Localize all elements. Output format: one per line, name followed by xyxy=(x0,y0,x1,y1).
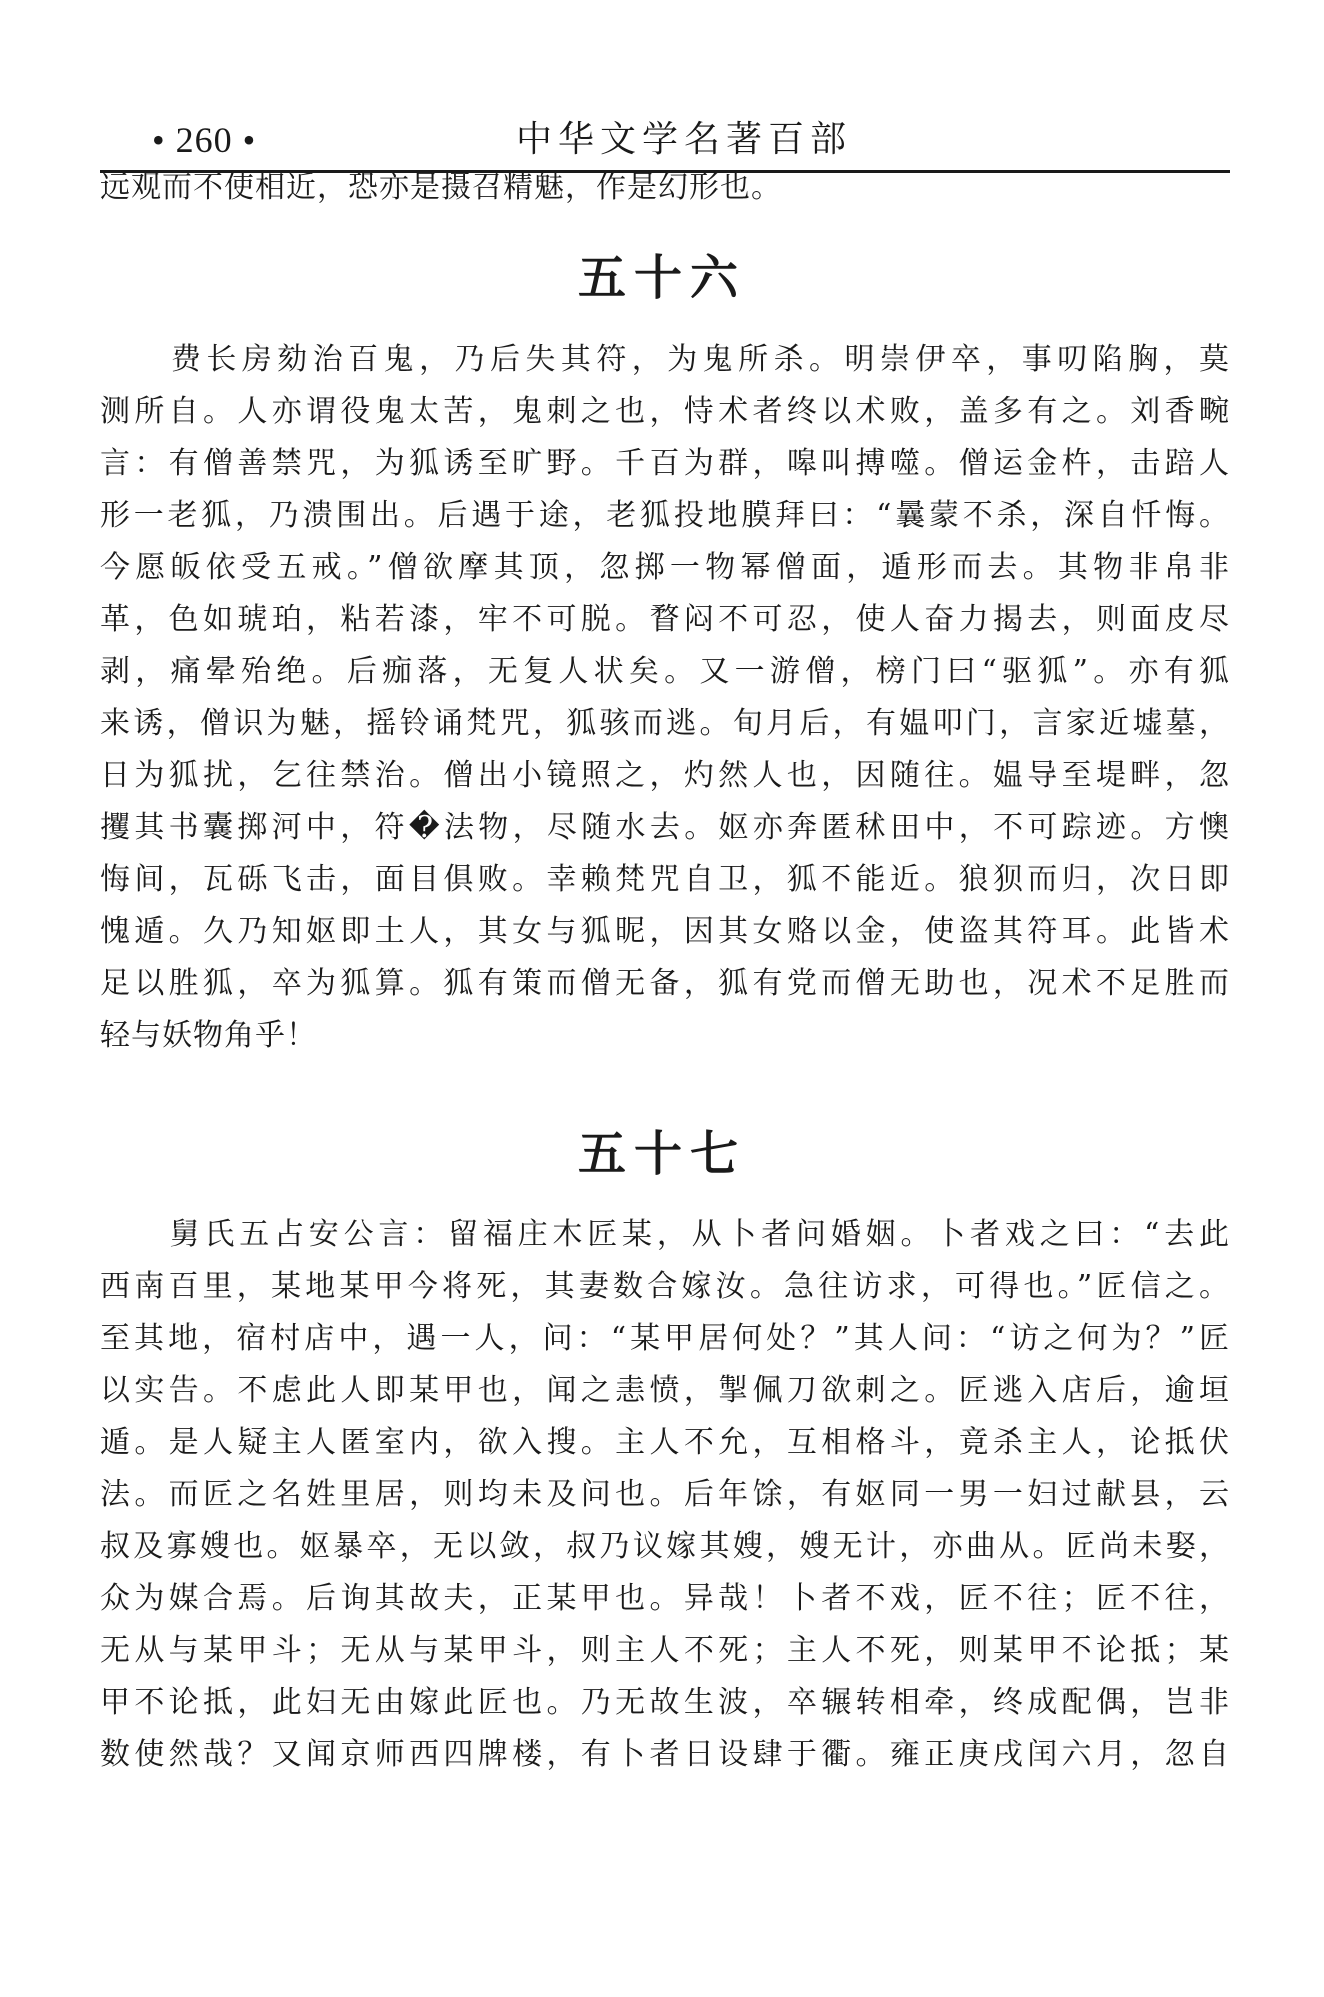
text-line: 攫其书囊掷河中，符�法物，尽随水去。妪亦奔匿秫田中，不可踪迹。方懊 xyxy=(100,810,1230,845)
continuation-paragraph xyxy=(100,162,1230,214)
section-56-paragraph xyxy=(100,334,1230,1062)
section-title: 五十七 xyxy=(577,1126,746,1182)
text-line: 今愿皈依受五戒。”僧欲摩其顶，忽掷一物幂僧面，遁形而去。其物非帛非 xyxy=(100,550,1230,585)
text-line: 革，色如琥珀，粘若漆，牢不可脱。瞀闷不可忍，使人奋力揭去，则面皮尽 xyxy=(100,602,1230,637)
text-line: 以实告。不虑此人即某甲也，闻之恚愤，掣佩刀欲刺之。匠逃入店后，逾垣 xyxy=(100,1373,1230,1408)
text-line: 剥，痛晕殆绝。后痂落，无复人状矣。又一游僧，榜门曰“驱狐”。亦有狐 xyxy=(100,654,1230,689)
section-title: 五十六 xyxy=(577,250,746,306)
text-line: 轻与妖物角乎！ xyxy=(100,1018,317,1053)
text-line: 形一老狐，乃溃围出。后遇于途，老狐投地膜拜曰：“曩蒙不杀，深自忏悔。 xyxy=(100,498,1230,533)
text-line: 舅氏五占安公言：留福庄木匠某，从卜者问婚姻。卜者戏之曰：“去此 xyxy=(100,1217,1230,1252)
text-line: 数使然哉？又闻京师西四牌楼，有卜者日设肆于衢。雍正庚戌闰六月，忽自 xyxy=(100,1737,1230,1772)
page-header xyxy=(100,112,1230,168)
text-line: 来诱，僧识为魅，摇铃诵梵咒，狐骇而逃。旬月后，有媪叩门，言家近墟墓， xyxy=(100,706,1230,741)
text-line: 法。而匠之名姓里居，则均未及问也。后年馀，有妪同一男一妇过献县，云 xyxy=(100,1477,1230,1512)
text-line: 足以胜狐，卒为狐算。狐有策而僧无备，狐有党而僧无助也，况术不足胜而 xyxy=(100,966,1230,1001)
section-57-paragraph xyxy=(100,1209,1230,1781)
text-line: 无从与某甲斗；无从与某甲斗，则主人不死；主人不死，则某甲不论抵；某 xyxy=(100,1633,1230,1668)
text-line: 远观而不使相近，恐亦是摄召精魅，作是幻形也。 xyxy=(100,170,782,205)
text-line: 日为狐扰，乞往禁治。僧出小镜照之，灼然人也，因随往。媪导至堤畔，忽 xyxy=(100,758,1230,793)
text-line: 愧遁。久乃知妪即土人，其女与狐昵，因其女赂以金，使盗其符耳。此皆术 xyxy=(100,914,1230,949)
text-line: 遁。是人疑主人匿室内，欲入搜。主人不允，互相格斗，竟杀主人，论抵伏 xyxy=(100,1425,1230,1460)
page-number: • 260 • xyxy=(152,120,257,160)
text-line: 至其地，宿村店中，遇一人，问：“某甲居何处？”其人问：“访之何为？”匠 xyxy=(100,1321,1230,1356)
text-line: 费长房劾治百鬼，乃后失其符，为鬼所杀。明崇伊卒，事叨陷胸，莫 xyxy=(100,342,1230,377)
text-line: 甲不论抵，此妇无由嫁此匠也。乃无故生波，卒辗转相牵，终成配偶，岂非 xyxy=(100,1685,1230,1720)
text-line: 悔间，瓦砾飞击，面目俱败。幸赖梵咒自卫，狐不能近。狼狈而归，次日即 xyxy=(100,862,1230,897)
text-line: 测所自。人亦谓役鬼太苦，鬼刺之也，恃术者终以术败，盖多有之。刘香畹 xyxy=(100,394,1230,429)
text-line: 叔及寡嫂也。妪暴卒，无以敛，叔乃议嫁其嫂，嫂无计，亦曲从。匠尚未娶， xyxy=(100,1529,1230,1564)
text-line: 西南百里，某地某甲今将死，其妻数合嫁汝。急往访求，可得也。”匠信之。 xyxy=(100,1269,1230,1304)
running-title: 中华文学名著百部 xyxy=(516,119,853,160)
text-line: 众为媒合焉。后询其故夫，正某甲也。异哉！卜者不戏，匠不往；匠不往， xyxy=(100,1581,1230,1616)
text-line: 言：有僧善禁咒，为狐诱至旷野。千百为群，嗥叫搏噬。僧运金杵，击踣人 xyxy=(100,446,1230,481)
